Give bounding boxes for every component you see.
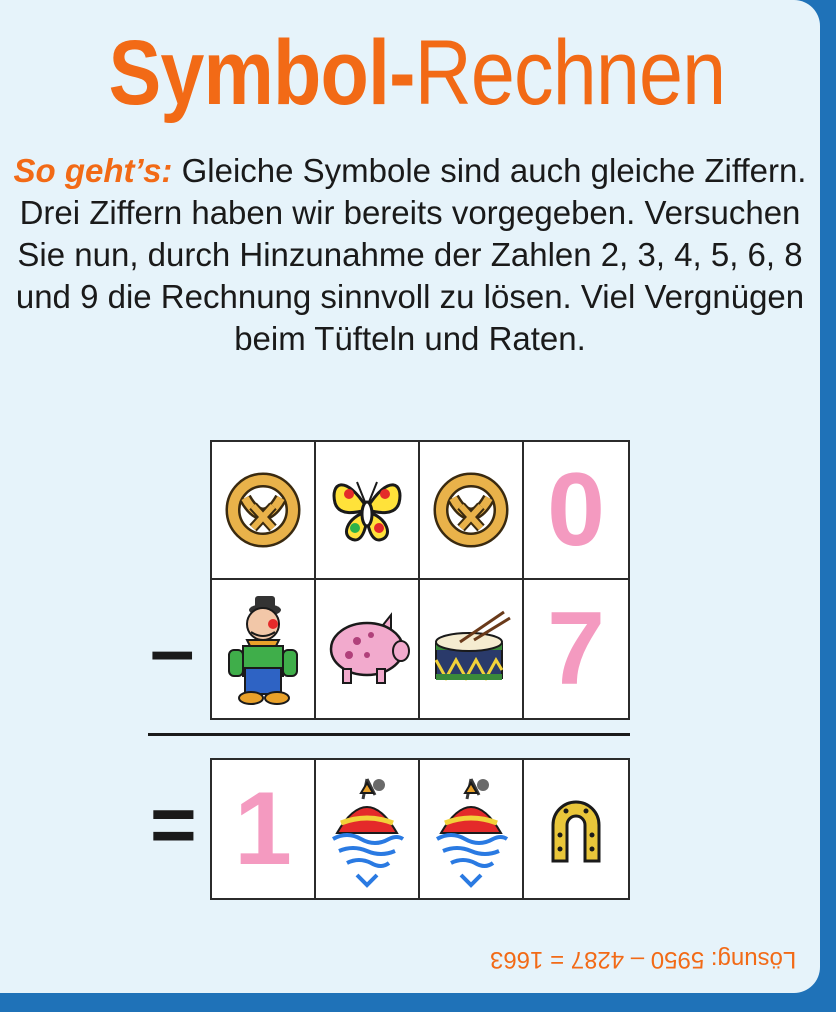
- cell-r3-c2[interactable]: [316, 760, 420, 898]
- instructions-lead: So geht’s:: [13, 152, 173, 189]
- instructions: [10, 150, 810, 360]
- cell-r2-c1[interactable]: [212, 580, 316, 718]
- pig-icon: [321, 609, 413, 689]
- page-title: [57, 18, 776, 128]
- cell-r1-c3[interactable]: [420, 442, 524, 580]
- drum-icon: [426, 604, 516, 694]
- cell-r2-c3[interactable]: [420, 580, 524, 718]
- given-digit-one: 1: [234, 771, 292, 887]
- given-digit-zero: 0: [547, 452, 605, 568]
- instructions-text: Gleiche Symbole sind auch gleiche Ziffern. Drei Ziffern haben wir bereits vorgegeben. Versuchen Sie nun, durch Hinzunahme der Zahlen 2, 3, 4, 5, 6, 8 und 9 die Rechnung sinnvoll zu lösen. Viel Vergnügen beim Tüfteln und Raten.: [15, 152, 807, 357]
- horseshoe-icon: [541, 791, 611, 867]
- title-part-symbol: Symbol-: [108, 22, 415, 124]
- puzzle-grid-result: [210, 758, 630, 900]
- equals-sign: =: [150, 780, 197, 869]
- cell-r2-c4[interactable]: [524, 580, 628, 718]
- pretzel-icon: [431, 470, 511, 550]
- title-part-rechnen: Rechnen: [414, 22, 726, 124]
- given-digit-seven: 7: [547, 591, 605, 707]
- cell-r3-c3[interactable]: [420, 760, 524, 898]
- cell-r2-c2[interactable]: [316, 580, 420, 718]
- cell-r1-c1[interactable]: [212, 442, 316, 580]
- solution-upside-down: Lösung: 5950 – 4287 = 1663: [489, 946, 796, 973]
- result-line: [148, 733, 630, 736]
- cell-r1-c4[interactable]: [524, 442, 628, 580]
- puzzle-grid-top: [210, 440, 630, 720]
- buoy-icon: [327, 769, 407, 889]
- buoy-icon: [431, 769, 511, 889]
- minus-sign: –: [150, 605, 195, 694]
- cell-r3-c4[interactable]: [524, 760, 628, 898]
- clown-icon: [217, 590, 309, 708]
- butterfly-icon: [325, 468, 409, 552]
- cell-r3-c1[interactable]: [212, 760, 316, 898]
- cell-r1-c2[interactable]: [316, 442, 420, 580]
- pretzel-icon: [223, 470, 303, 550]
